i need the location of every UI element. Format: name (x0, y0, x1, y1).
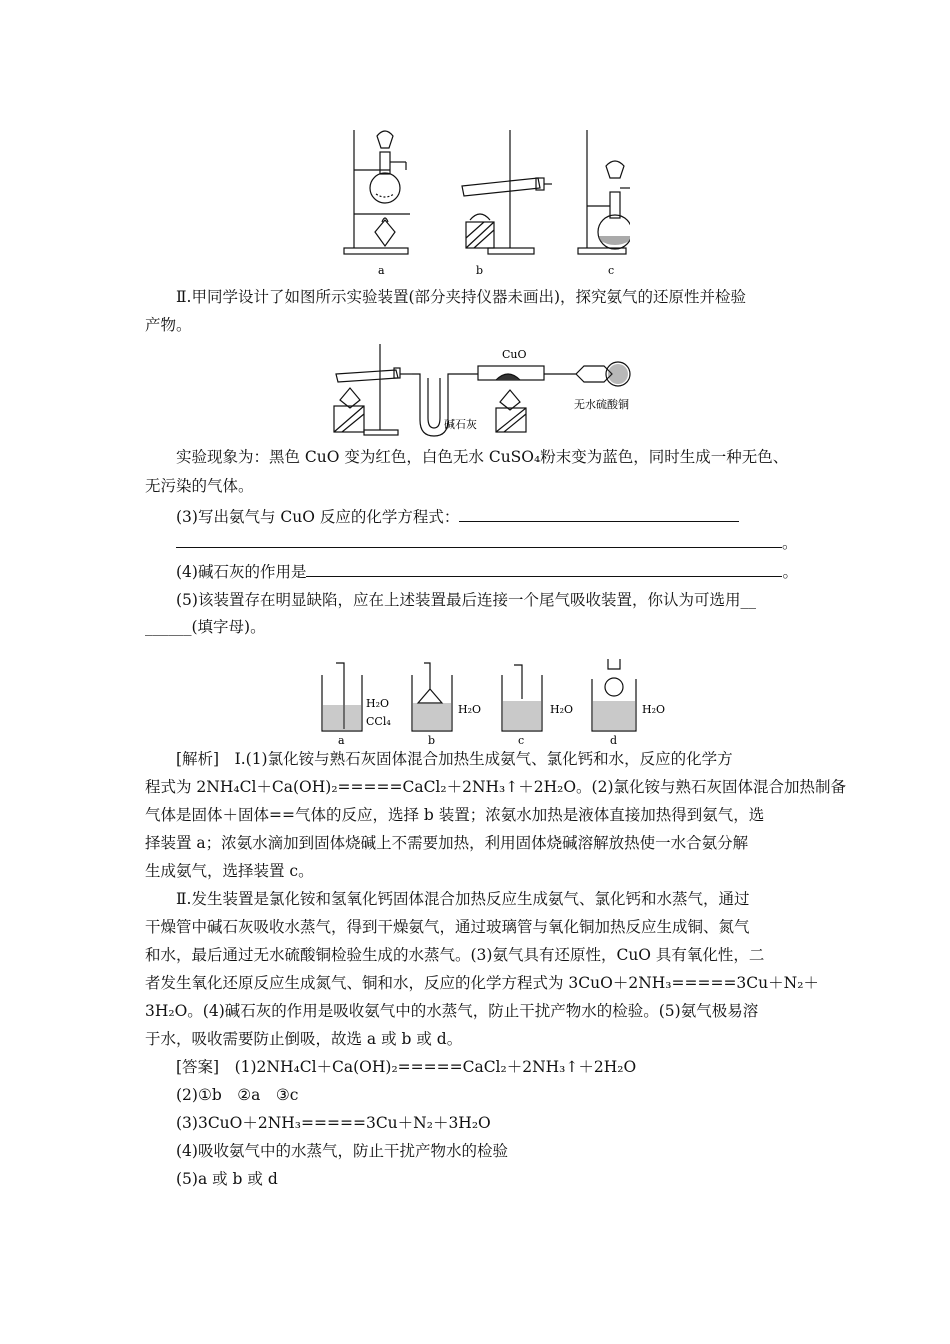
question-5-line1: (5)该装置存在明显缺陷，应在上述装置最后连接一个尾气吸收装置，你认为可选用__ (176, 591, 756, 609)
absorption-apparatus-figure (318, 655, 678, 747)
section2-intro-line2: 产物。 (145, 316, 192, 334)
analysis-line-7: 干燥管中碱石灰吸收水蒸气，得到干燥氨气，通过玻璃管与氧化铜加热反应生成铜、氮气 (145, 918, 750, 936)
fig1-label-a: a (378, 264, 385, 277)
q3-answer-blank-1[interactable] (459, 506, 739, 522)
answer-line-3: (3)3CuO＋2NH₃=====3Cu＋N₂＋3H₂O (176, 1114, 491, 1132)
cuo-label: CuO (502, 348, 527, 361)
question-3-line2: 。 (176, 532, 798, 554)
fig3-label-d: d (610, 734, 618, 747)
fig3-label-b: b (428, 734, 436, 747)
section2-intro-line1: Ⅱ.甲同学设计了如图所示实验装置(部分夹持仪器未画出)，探究氨气的还原性并检验 (176, 288, 747, 306)
analysis-line-8: 和水，最后通过无水硫酸铜检验生成的水蒸气。(3)氨气具有还原性，CuO 具有氧化性，二 (145, 946, 765, 964)
analysis-line-9: 者发生氧化还原反应生成氮气、铜和水，反应的化学方程式为 3CuO＋2NH₃=====3Cu＋N₂＋ (145, 974, 819, 992)
analysis-line-4: 择装置 a；浓氨水滴加到固体烧碱上不需要加热，利用固体烧碱溶解放热使一水合氨分解 (145, 834, 749, 852)
answer-line-2: (2)①b ②a ③c (176, 1086, 299, 1104)
phenomenon-line1: 实验现象为：黑色 CuO 变为红色，白色无水 CuSO₄粉末变为蓝色，同时生成一种无色、 (176, 448, 789, 466)
reduction-apparatus-figure (328, 340, 648, 440)
fig3-d-h2o-label: H₂O (642, 703, 666, 716)
analysis-line-3: 气体是固体＋固体==气体的反应，选择 b 装置；浓氨水加热是液体直接加热得到氨气，选 (145, 806, 765, 824)
q4-answer-blank[interactable] (306, 561, 782, 577)
question-3: (3)写出氨气与 CuO 反应的化学方程式： (176, 506, 739, 528)
fig3-label-c: c (518, 734, 525, 747)
fig3-a-h2o-label: H₂O (366, 697, 390, 710)
fig3-c-h2o-label: H₂O (550, 703, 574, 716)
fig1-label-b: b (476, 264, 484, 277)
soda-lime-label: 碱石灰 (444, 418, 477, 431)
answer-line-1: [答案] (1)2NH₄Cl＋Ca(OH)₂=====CaCl₂＋2NH₃↑＋2H₂O (176, 1058, 637, 1076)
q3-answer-blank-2[interactable] (176, 532, 782, 548)
analysis-line-5: 生成氨气，选择装置 c。 (145, 862, 314, 880)
fig3-b-h2o-label: H₂O (458, 703, 482, 716)
analysis-line-1: [解析] Ⅰ.(1)氯化铵与熟石灰固体混合加热生成氨气、氯化钙和水，反应的化学方 (176, 750, 733, 768)
answer-line-5: (5)a 或 b 或 d (176, 1170, 278, 1188)
phenomenon-line2: 无污染的气体。 (145, 477, 254, 495)
fig3-a-ccl4-label: CCl₄ (366, 715, 391, 728)
fig3-label-a: a (338, 734, 345, 747)
question-5-line2: ______(填字母)。 (145, 618, 266, 636)
analysis-line-2: 程式为 2NH₄Cl＋Ca(OH)₂=====CaCl₂＋2NH₃↑＋2H₂O。(2)氯化铵与熟石灰固体混合加热制备 (145, 778, 846, 796)
apparatus-figure-abc (340, 122, 630, 282)
question-4: (4)碱石灰的作用是 。 (176, 563, 798, 581)
anhydrous-cuso4-label: 无水硫酸铜 (574, 398, 629, 411)
fig1-label-c: c (608, 264, 615, 277)
analysis-line-10: 3H₂O。(4)碱石灰的作用是吸收氨气中的水蒸气，防止干扰产物水的检验。(5)氨气极易溶 (145, 1002, 759, 1020)
analysis-line-6: Ⅱ.发生装置是氯化铵和氢氧化钙固体混合加热反应生成氨气、氯化钙和水蒸气，通过 (176, 890, 750, 908)
answer-line-4: (4)吸收氨气中的水蒸气，防止干扰产物水的检验 (176, 1142, 508, 1160)
analysis-line-11: 于水，吸收需要防止倒吸，故选 a 或 b 或 d。 (145, 1030, 463, 1048)
